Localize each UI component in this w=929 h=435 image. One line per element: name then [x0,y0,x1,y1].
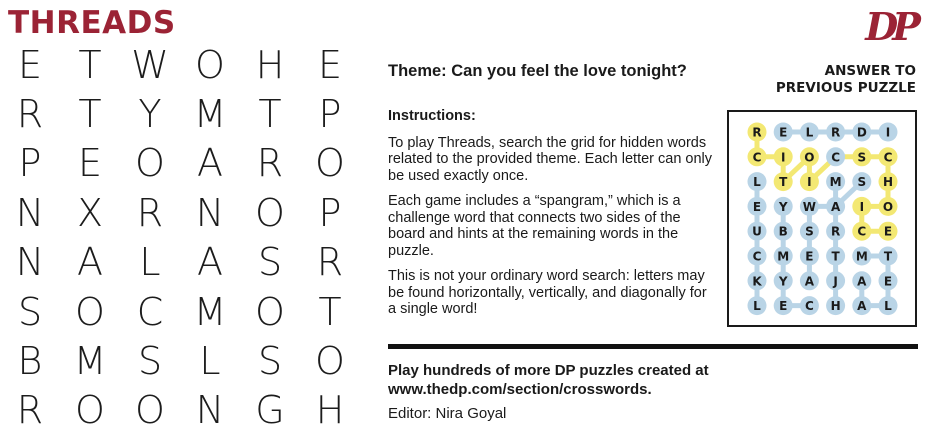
answer-cell-letter: I [885,125,891,140]
grid-cell[interactable]: O [195,42,225,87]
grid-cell[interactable]: T [78,42,102,87]
answer-cell-letter: D [856,125,867,140]
grid-cell[interactable]: O [75,388,105,433]
grid-cell[interactable]: H [255,42,285,87]
answer-cell-letter: I [780,150,786,165]
grid-cell[interactable]: S [137,338,163,383]
answer-cell-letter: L [753,175,761,190]
answer-cell-letter: T [831,249,840,264]
instructions-heading: Instructions: [388,108,476,124]
answer-puzzle [727,110,917,327]
answer-heading-line2: PREVIOUS PUZZLE [775,80,916,96]
answer-cell-letter: E [883,224,893,239]
answer-cell-letter: C [857,224,867,239]
answer-cell-letter: L [753,299,761,314]
answer-cell-letter: A [857,299,867,314]
answer-grid-svg [729,112,915,325]
grid-cell[interactable]: O [255,289,285,334]
grid-cell[interactable]: R [16,388,44,433]
grid-cell[interactable]: S [257,338,283,383]
answer-cell-letter: E [752,199,762,214]
editor-credit: Editor: Nira Goyal [388,405,507,422]
grid-cell[interactable]: T [258,92,282,137]
puzzle-grid [0,40,360,435]
answer-cell-letter: Y [778,274,788,289]
answer-cell-letter: K [752,274,762,289]
answer-cell-letter: A [804,274,815,289]
grid-cell[interactable]: N [195,388,225,433]
grid-cell[interactable]: P [318,92,342,137]
grid-cell[interactable]: O [315,338,345,383]
grid-cell[interactable]: S [17,289,43,334]
answer-cell-letter: O [804,150,815,165]
grid-cell[interactable]: W [131,42,169,87]
play-more-text: Play hundreds of more DP puzzles created at www.thedp.com/section/crosswords. [388,362,709,398]
theme-text: Theme: Can you feel the love tonight? [388,62,687,80]
answer-cell-letter: J [833,274,838,289]
grid-cell[interactable]: T [78,92,102,137]
grid-cell[interactable]: A [197,141,223,186]
answer-cell-letter: S [805,224,814,239]
answer-cell-letter: C [752,150,762,165]
answer-cell-letter: E [779,125,788,140]
answer-cell-letter: R [830,125,841,140]
answer-cell-letter: E [779,299,788,314]
answer-cell-letter: C [752,249,762,264]
instructions [388,108,713,327]
grid-cell[interactable]: O [135,141,165,186]
grid-cell[interactable]: O [255,190,285,235]
grid-cell[interactable]: X [76,190,104,235]
answer-cell-letter: A [857,274,867,289]
answer-cell-letter: L [884,299,892,314]
divider [388,344,918,349]
answer-cell-letter: M [855,249,868,264]
answer-cell-letter: L [805,125,814,140]
grid-cell[interactable]: T [318,289,342,334]
answer-cell-letter: B [778,224,788,239]
instructions-paragraph: This is not your ordinary word search: letters may be found horizontally, vertically, and diagonally for a single word! [388,268,707,317]
grid-cell[interactable]: O [315,141,345,186]
answer-cell-letter: H [830,299,841,314]
grid-cell[interactable]: M [193,289,227,334]
answer-heading [740,63,916,97]
answer-cell-letter: W [802,199,817,214]
grid-cell[interactable]: B [17,338,43,383]
grid-cell[interactable]: C [136,289,164,334]
grid-cell[interactable]: R [316,240,344,285]
grid-cell[interactable]: E [317,42,342,87]
answer-cell-letter: S [857,175,867,190]
grid-cell[interactable]: L [139,240,161,285]
grid-cell[interactable]: O [135,388,165,433]
grid-cell[interactable]: N [15,240,45,285]
answer-cell-letter: R [830,224,841,239]
answer-cell-letter: S [857,150,867,165]
answer-cell-letter: A [830,199,841,214]
answer-cell-letter: I [859,199,865,214]
answer-cell-letter: T [883,249,893,264]
answer-cell-letter: T [779,175,788,190]
answer-cell-letter: I [807,175,812,190]
answer-cell-letter: M [777,249,790,264]
grid-cell[interactable]: N [15,190,45,235]
answer-cell-letter: C [831,150,841,165]
grid-cell[interactable]: P [318,190,342,235]
grid-cell[interactable]: R [136,190,164,235]
grid-cell[interactable]: M [73,338,107,383]
grid-cell[interactable]: R [16,92,44,137]
answer-cell-letter: E [883,274,893,289]
answer-heading-line1: ANSWER TO [824,63,916,79]
grid-cell[interactable]: R [256,141,284,186]
answer-cell-letter: E [805,249,814,264]
grid-cell[interactable]: A [77,240,103,285]
grid-cell[interactable]: S [257,240,283,285]
page-title: THREADS [8,5,176,41]
answer-cell-letter: U [752,224,762,239]
grid-cell[interactable]: O [75,289,105,334]
answer-cell-letter: M [829,175,842,190]
grid-cell[interactable]: E [77,141,102,186]
grid-cell[interactable]: N [195,190,225,235]
grid-cell[interactable]: E [17,42,42,87]
answer-cell-letter: O [882,199,894,214]
grid-cell[interactable]: A [197,240,223,285]
instructions-paragraph: Each game includes a “spangram,” which is a challenge word that connects two sides of the board and hints at the remaining words in the puzzle. [388,193,681,259]
answer-cell-letter: R [752,125,762,140]
grid-cell[interactable]: G [255,388,285,433]
answer-cell-letter: Y [778,199,788,214]
grid-cell[interactable]: H [315,388,345,433]
answer-cell-letter: C [883,150,893,165]
grid-cell[interactable]: Y [138,92,162,137]
grid-cell[interactable]: L [199,338,221,383]
answer-cell-letter: C [804,299,814,314]
grid-cell[interactable]: M [193,92,227,137]
instructions-paragraph: To play Threads, search the grid for hidden words related to the provided theme. Each letter can only be used exactly once. [388,134,713,184]
dp-logo: DP [865,4,915,49]
answer-cell-letter: H [882,175,894,190]
grid-cell[interactable]: P [18,141,42,186]
